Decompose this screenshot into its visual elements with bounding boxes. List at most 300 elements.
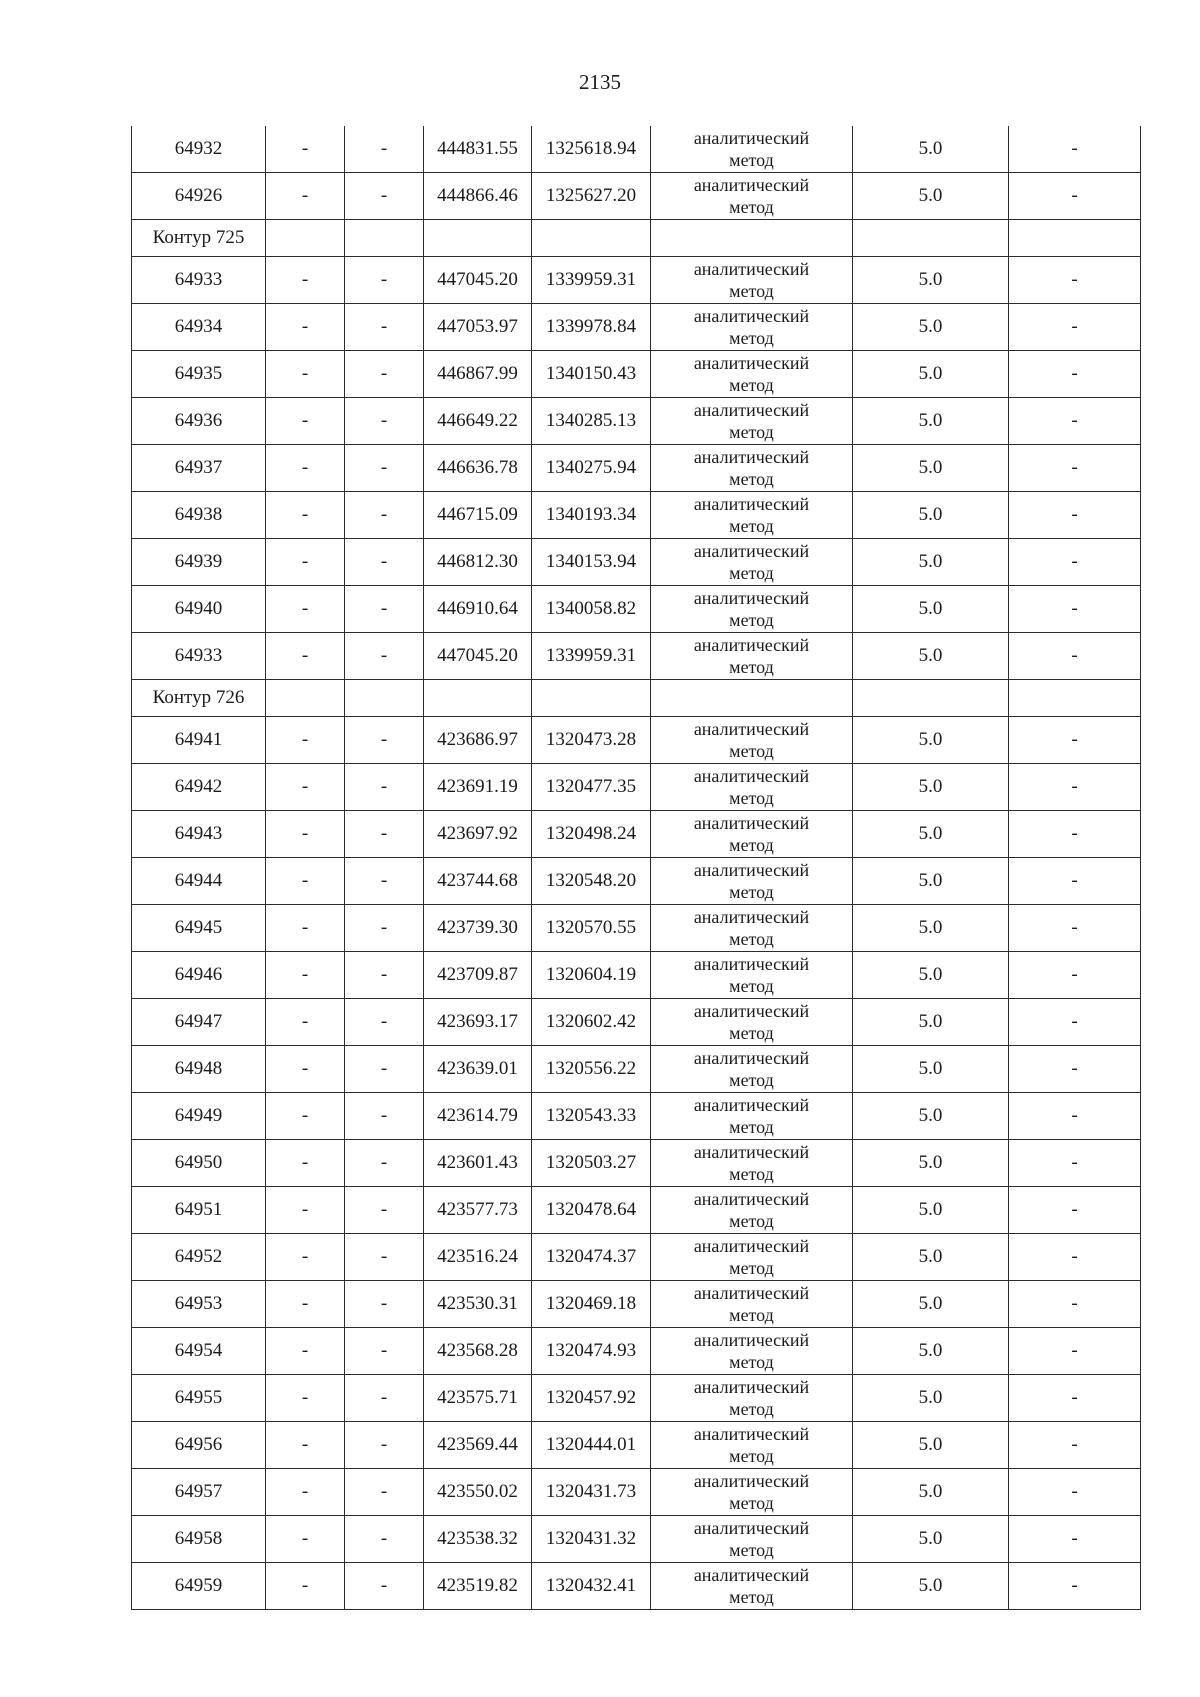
empty-cell — [266, 680, 345, 717]
table-row — [132, 1375, 1141, 1422]
dash-cell: - — [1009, 173, 1141, 220]
y-coordinate-cell: 1320503.27 — [532, 1140, 651, 1187]
method-text-line: аналитический — [693, 860, 810, 880]
method-cell — [651, 1046, 853, 1093]
y-coordinate-cell: 1320469.18 — [532, 1281, 651, 1328]
dash-cell: - — [345, 717, 424, 764]
y-coordinate-cell: 1320432.41 — [532, 1563, 651, 1610]
dash-cell: - — [266, 1563, 345, 1610]
method-cell — [651, 1281, 853, 1328]
dash-cell: - — [266, 351, 345, 398]
x-coordinate-cell: 423530.31 — [424, 1281, 532, 1328]
point-id-cell: 64936 — [132, 398, 266, 445]
empty-cell — [651, 220, 853, 257]
dash-cell: - — [345, 1046, 424, 1093]
dash-cell: - — [1009, 1046, 1141, 1093]
dash-cell: - — [345, 1375, 424, 1422]
x-coordinate-cell: 423693.17 — [424, 999, 532, 1046]
method-cell — [651, 492, 853, 539]
dash-cell: - — [345, 905, 424, 952]
x-coordinate-cell: 446910.64 — [424, 586, 532, 633]
method-cell — [651, 764, 853, 811]
method-text-line: метод — [729, 422, 774, 442]
x-coordinate-cell: 423538.32 — [424, 1516, 532, 1563]
dash-cell: - — [345, 586, 424, 633]
method-text-line: аналитический — [693, 494, 810, 514]
method-text-line: аналитический — [693, 1236, 810, 1256]
dash-cell: - — [266, 586, 345, 633]
contour-header-row — [132, 220, 1141, 257]
method-text-line: аналитический — [693, 541, 810, 561]
dash-cell: - — [1009, 1563, 1141, 1610]
accuracy-cell: 5.0 — [853, 1281, 1009, 1328]
accuracy-cell: 5.0 — [853, 1516, 1009, 1563]
method-cell — [651, 445, 853, 492]
y-coordinate-cell: 1320474.93 — [532, 1328, 651, 1375]
method-text-line: аналитический — [693, 1424, 810, 1444]
method-cell — [651, 717, 853, 764]
method-text-line: метод — [729, 281, 774, 301]
method-text-line: аналитический — [693, 353, 810, 373]
dash-cell: - — [266, 126, 345, 173]
method-text-line: метод — [729, 1587, 774, 1607]
method-text-line: аналитический — [693, 1142, 810, 1162]
x-coordinate-cell: 423614.79 — [424, 1093, 532, 1140]
method-text-line: аналитический — [693, 813, 810, 833]
table-body — [132, 126, 1141, 1610]
dash-cell: - — [266, 1281, 345, 1328]
x-coordinate-cell: 447045.20 — [424, 633, 532, 680]
dash-cell: - — [345, 1140, 424, 1187]
method-text-line: метод — [729, 375, 774, 395]
accuracy-cell: 5.0 — [853, 1140, 1009, 1187]
method-cell — [651, 905, 853, 952]
dash-cell: - — [266, 539, 345, 586]
method-text-line: метод — [729, 1164, 774, 1184]
accuracy-cell: 5.0 — [853, 351, 1009, 398]
method-cell — [651, 351, 853, 398]
accuracy-cell: 5.0 — [853, 717, 1009, 764]
contour-label: Контур 726 — [132, 680, 266, 717]
method-cell — [651, 1234, 853, 1281]
method-text-line: метод — [729, 657, 774, 677]
empty-cell — [424, 220, 532, 257]
y-coordinate-cell: 1320602.42 — [532, 999, 651, 1046]
method-cell — [651, 257, 853, 304]
y-coordinate-cell: 1339978.84 — [532, 304, 651, 351]
empty-cell — [345, 680, 424, 717]
dash-cell: - — [266, 445, 345, 492]
table-row — [132, 764, 1141, 811]
point-id-cell: 64953 — [132, 1281, 266, 1328]
y-coordinate-cell: 1320570.55 — [532, 905, 651, 952]
table-row — [132, 126, 1141, 173]
y-coordinate-cell: 1339959.31 — [532, 257, 651, 304]
dash-cell: - — [266, 1422, 345, 1469]
dash-cell: - — [345, 173, 424, 220]
method-cell — [651, 1469, 853, 1516]
accuracy-cell: 5.0 — [853, 1187, 1009, 1234]
empty-cell — [266, 220, 345, 257]
point-id-cell: 64933 — [132, 633, 266, 680]
point-id-cell: 64951 — [132, 1187, 266, 1234]
method-text-line: аналитический — [693, 128, 810, 148]
empty-cell — [1009, 680, 1141, 717]
method-text-line: аналитический — [693, 400, 810, 420]
dash-cell: - — [266, 1469, 345, 1516]
y-coordinate-cell: 1320543.33 — [532, 1093, 651, 1140]
accuracy-cell: 5.0 — [853, 1422, 1009, 1469]
point-id-cell: 64948 — [132, 1046, 266, 1093]
table-row — [132, 398, 1141, 445]
method-cell — [651, 1093, 853, 1140]
x-coordinate-cell: 446812.30 — [424, 539, 532, 586]
dash-cell: - — [1009, 1516, 1141, 1563]
dash-cell: - — [345, 1328, 424, 1375]
dash-cell: - — [266, 173, 345, 220]
accuracy-cell: 5.0 — [853, 445, 1009, 492]
point-id-cell: 64941 — [132, 717, 266, 764]
accuracy-cell: 5.0 — [853, 126, 1009, 173]
y-coordinate-cell: 1340285.13 — [532, 398, 651, 445]
accuracy-cell: 5.0 — [853, 1046, 1009, 1093]
dash-cell: - — [345, 398, 424, 445]
dash-cell: - — [345, 1563, 424, 1610]
method-text-line: метод — [729, 197, 774, 217]
dash-cell: - — [1009, 764, 1141, 811]
method-cell — [651, 811, 853, 858]
point-id-cell: 64947 — [132, 999, 266, 1046]
dash-cell: - — [1009, 811, 1141, 858]
x-coordinate-cell: 423686.97 — [424, 717, 532, 764]
table-row — [132, 1281, 1141, 1328]
dash-cell: - — [1009, 1422, 1141, 1469]
dash-cell: - — [345, 445, 424, 492]
empty-cell — [532, 220, 651, 257]
method-cell — [651, 304, 853, 351]
dash-cell: - — [1009, 1469, 1141, 1516]
accuracy-cell: 5.0 — [853, 257, 1009, 304]
x-coordinate-cell: 423568.28 — [424, 1328, 532, 1375]
method-text-line: метод — [729, 1540, 774, 1560]
dash-cell: - — [345, 952, 424, 999]
y-coordinate-cell: 1320478.64 — [532, 1187, 651, 1234]
method-cell — [651, 1328, 853, 1375]
coordinates-table — [131, 126, 1141, 1610]
table-row — [132, 539, 1141, 586]
dash-cell: - — [1009, 445, 1141, 492]
method-text-line: аналитический — [693, 306, 810, 326]
method-text-line: аналитический — [693, 175, 810, 195]
method-text-line: метод — [729, 150, 774, 170]
x-coordinate-cell: 423601.43 — [424, 1140, 532, 1187]
table-row — [132, 1093, 1141, 1140]
point-id-cell: 64926 — [132, 173, 266, 220]
dash-cell: - — [345, 1516, 424, 1563]
x-coordinate-cell: 423709.87 — [424, 952, 532, 999]
dash-cell: - — [1009, 858, 1141, 905]
point-id-cell: 64942 — [132, 764, 266, 811]
y-coordinate-cell: 1340058.82 — [532, 586, 651, 633]
method-cell — [651, 1187, 853, 1234]
dash-cell: - — [1009, 952, 1141, 999]
table-row — [132, 445, 1141, 492]
x-coordinate-cell: 444831.55 — [424, 126, 532, 173]
method-text-line: аналитический — [693, 954, 810, 974]
dash-cell: - — [1009, 398, 1141, 445]
dash-cell: - — [266, 1516, 345, 1563]
table-row — [132, 905, 1141, 952]
empty-cell — [853, 680, 1009, 717]
method-text-line: аналитический — [693, 447, 810, 467]
accuracy-cell: 5.0 — [853, 764, 1009, 811]
method-text-line: метод — [729, 469, 774, 489]
method-text-line: метод — [729, 1493, 774, 1513]
point-id-cell: 64950 — [132, 1140, 266, 1187]
y-coordinate-cell: 1320548.20 — [532, 858, 651, 905]
dash-cell: - — [345, 539, 424, 586]
table-row — [132, 1140, 1141, 1187]
dash-cell: - — [1009, 633, 1141, 680]
method-text-line: метод — [729, 328, 774, 348]
point-id-cell: 64940 — [132, 586, 266, 633]
method-text-line: аналитический — [693, 588, 810, 608]
accuracy-cell: 5.0 — [853, 1328, 1009, 1375]
method-cell — [651, 398, 853, 445]
method-text-line: метод — [729, 1023, 774, 1043]
x-coordinate-cell: 423569.44 — [424, 1422, 532, 1469]
method-text-line: аналитический — [693, 259, 810, 279]
method-text-line: метод — [729, 788, 774, 808]
method-text-line: аналитический — [693, 1471, 810, 1491]
point-id-cell: 64944 — [132, 858, 266, 905]
point-id-cell: 64952 — [132, 1234, 266, 1281]
method-text-line: метод — [729, 1070, 774, 1090]
empty-cell — [853, 220, 1009, 257]
dash-cell: - — [266, 717, 345, 764]
accuracy-cell: 5.0 — [853, 905, 1009, 952]
accuracy-cell: 5.0 — [853, 1469, 1009, 1516]
dash-cell: - — [266, 811, 345, 858]
x-coordinate-cell: 423697.92 — [424, 811, 532, 858]
accuracy-cell: 5.0 — [853, 952, 1009, 999]
y-coordinate-cell: 1340275.94 — [532, 445, 651, 492]
point-id-cell: 64945 — [132, 905, 266, 952]
table-row — [132, 717, 1141, 764]
table-row — [132, 1046, 1141, 1093]
point-id-cell: 64958 — [132, 1516, 266, 1563]
dash-cell: - — [1009, 1093, 1141, 1140]
method-text-line: метод — [729, 516, 774, 536]
table-row — [132, 999, 1141, 1046]
x-coordinate-cell: 446715.09 — [424, 492, 532, 539]
method-cell — [651, 633, 853, 680]
accuracy-cell: 5.0 — [853, 1375, 1009, 1422]
accuracy-cell: 5.0 — [853, 304, 1009, 351]
point-id-cell: 64939 — [132, 539, 266, 586]
method-cell — [651, 1516, 853, 1563]
method-text-line: метод — [729, 929, 774, 949]
dash-cell: - — [1009, 999, 1141, 1046]
accuracy-cell: 5.0 — [853, 539, 1009, 586]
dash-cell: - — [345, 1234, 424, 1281]
dash-cell: - — [266, 1093, 345, 1140]
method-text-line: аналитический — [693, 766, 810, 786]
method-text-line: метод — [729, 1211, 774, 1231]
dash-cell: - — [266, 633, 345, 680]
table-row — [132, 858, 1141, 905]
method-text-line: аналитический — [693, 1048, 810, 1068]
method-text-line: метод — [729, 1446, 774, 1466]
method-cell — [651, 586, 853, 633]
x-coordinate-cell: 446867.99 — [424, 351, 532, 398]
method-text-line: аналитический — [693, 1330, 810, 1350]
table-row — [132, 351, 1141, 398]
dash-cell: - — [1009, 351, 1141, 398]
x-coordinate-cell: 423577.73 — [424, 1187, 532, 1234]
y-coordinate-cell: 1320604.19 — [532, 952, 651, 999]
table-row — [132, 173, 1141, 220]
y-coordinate-cell: 1320457.92 — [532, 1375, 651, 1422]
empty-cell — [1009, 220, 1141, 257]
x-coordinate-cell: 423639.01 — [424, 1046, 532, 1093]
table-row — [132, 1563, 1141, 1610]
accuracy-cell: 5.0 — [853, 398, 1009, 445]
table-row — [132, 586, 1141, 633]
dash-cell: - — [266, 905, 345, 952]
dash-cell: - — [1009, 304, 1141, 351]
x-coordinate-cell: 446636.78 — [424, 445, 532, 492]
dash-cell: - — [1009, 126, 1141, 173]
accuracy-cell: 5.0 — [853, 999, 1009, 1046]
x-coordinate-cell: 423691.19 — [424, 764, 532, 811]
dash-cell: - — [1009, 539, 1141, 586]
dash-cell: - — [1009, 1234, 1141, 1281]
accuracy-cell: 5.0 — [853, 586, 1009, 633]
method-cell — [651, 539, 853, 586]
dash-cell: - — [345, 1281, 424, 1328]
x-coordinate-cell: 444866.46 — [424, 173, 532, 220]
dash-cell: - — [266, 1375, 345, 1422]
method-text-line: аналитический — [693, 1377, 810, 1397]
y-coordinate-cell: 1320498.24 — [532, 811, 651, 858]
method-text-line: метод — [729, 741, 774, 761]
y-coordinate-cell: 1320477.35 — [532, 764, 651, 811]
method-text-line: метод — [729, 976, 774, 996]
point-id-cell: 64932 — [132, 126, 266, 173]
point-id-cell: 64933 — [132, 257, 266, 304]
contour-label: Контур 725 — [132, 220, 266, 257]
y-coordinate-cell: 1320474.37 — [532, 1234, 651, 1281]
y-coordinate-cell: 1320444.01 — [532, 1422, 651, 1469]
point-id-cell: 64957 — [132, 1469, 266, 1516]
x-coordinate-cell: 423519.82 — [424, 1563, 532, 1610]
dash-cell: - — [345, 351, 424, 398]
method-text-line: метод — [729, 882, 774, 902]
table-row — [132, 492, 1141, 539]
accuracy-cell: 5.0 — [853, 858, 1009, 905]
method-cell — [651, 999, 853, 1046]
y-coordinate-cell: 1340153.94 — [532, 539, 651, 586]
accuracy-cell: 5.0 — [853, 173, 1009, 220]
method-text-line: метод — [729, 563, 774, 583]
y-coordinate-cell: 1340193.34 — [532, 492, 651, 539]
method-text-line: аналитический — [693, 1189, 810, 1209]
dash-cell: - — [1009, 1140, 1141, 1187]
dash-cell: - — [266, 1187, 345, 1234]
method-text-line: метод — [729, 1399, 774, 1419]
point-id-cell: 64955 — [132, 1375, 266, 1422]
dash-cell: - — [266, 952, 345, 999]
dash-cell: - — [345, 492, 424, 539]
y-coordinate-cell: 1325618.94 — [532, 126, 651, 173]
dash-cell: - — [266, 764, 345, 811]
x-coordinate-cell: 446649.22 — [424, 398, 532, 445]
dash-cell: - — [345, 764, 424, 811]
dash-cell: - — [266, 1328, 345, 1375]
point-id-cell: 64943 — [132, 811, 266, 858]
x-coordinate-cell: 423744.68 — [424, 858, 532, 905]
dash-cell: - — [266, 1234, 345, 1281]
y-coordinate-cell: 1320431.32 — [532, 1516, 651, 1563]
empty-cell — [532, 680, 651, 717]
method-text-line: аналитический — [693, 1095, 810, 1115]
method-text-line: метод — [729, 1352, 774, 1372]
empty-cell — [424, 680, 532, 717]
dash-cell: - — [345, 858, 424, 905]
table-row — [132, 257, 1141, 304]
method-cell — [651, 1563, 853, 1610]
dash-cell: - — [266, 1140, 345, 1187]
x-coordinate-cell: 423739.30 — [424, 905, 532, 952]
method-text-line: метод — [729, 1258, 774, 1278]
method-cell — [651, 1422, 853, 1469]
dash-cell: - — [266, 1046, 345, 1093]
table-row — [132, 1422, 1141, 1469]
method-text-line: аналитический — [693, 1283, 810, 1303]
dash-cell: - — [345, 1093, 424, 1140]
dash-cell: - — [266, 999, 345, 1046]
dash-cell: - — [345, 999, 424, 1046]
y-coordinate-cell: 1325627.20 — [532, 173, 651, 220]
point-id-cell: 64954 — [132, 1328, 266, 1375]
dash-cell: - — [345, 811, 424, 858]
accuracy-cell: 5.0 — [853, 1093, 1009, 1140]
page-number: 2135 — [579, 70, 621, 94]
method-text-line: метод — [729, 835, 774, 855]
point-id-cell: 64935 — [132, 351, 266, 398]
method-text-line: аналитический — [693, 719, 810, 739]
dash-cell: - — [266, 257, 345, 304]
dash-cell: - — [345, 126, 424, 173]
dash-cell: - — [345, 1422, 424, 1469]
table-row — [132, 304, 1141, 351]
x-coordinate-cell: 447045.20 — [424, 257, 532, 304]
point-id-cell: 64956 — [132, 1422, 266, 1469]
method-cell — [651, 952, 853, 999]
method-text-line: метод — [729, 610, 774, 630]
accuracy-cell: 5.0 — [853, 492, 1009, 539]
dash-cell: - — [345, 304, 424, 351]
table-row — [132, 1469, 1141, 1516]
dash-cell: - — [1009, 717, 1141, 764]
dash-cell: - — [1009, 1328, 1141, 1375]
dash-cell: - — [266, 492, 345, 539]
table-row — [132, 633, 1141, 680]
x-coordinate-cell: 447053.97 — [424, 304, 532, 351]
table-row — [132, 1328, 1141, 1375]
y-coordinate-cell: 1340150.43 — [532, 351, 651, 398]
